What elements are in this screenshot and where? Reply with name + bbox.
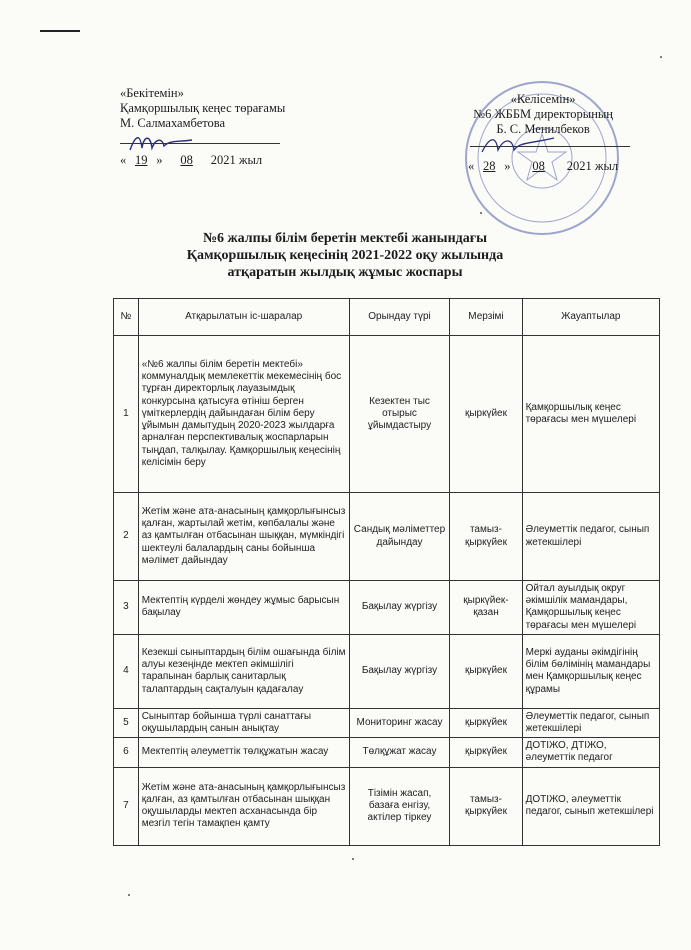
row-responsible: Қамқоршылық кеңес төрағасы мен мүшелері <box>522 336 659 493</box>
row-form: Бақылау жүргізу <box>349 581 450 635</box>
agreement-date: « 28 » 08 2021 жыл <box>468 159 619 173</box>
row-num: 7 <box>114 767 139 845</box>
agreement-month: 08 <box>532 159 545 173</box>
row-term: тамыз-қыркүйек <box>450 767 522 845</box>
row-term: қыркүйек <box>450 708 522 737</box>
approval-name: М. Салмахамбетова <box>120 116 226 130</box>
row-form: Сандық мәліметтер дайындау <box>349 493 450 581</box>
row-num: 3 <box>114 581 139 635</box>
document-title <box>120 230 570 281</box>
row-term: қыркүйек-қазан <box>450 581 522 635</box>
row-num: 1 <box>114 336 139 493</box>
approval-day: 19 <box>135 153 148 167</box>
row-activity: Сыныптар бойынша түрлі санаттағы оқушылардың санын анықтау <box>138 708 349 737</box>
agreement-name: Б. С. Менилбеков <box>496 122 590 136</box>
approval-month: 08 <box>180 153 193 167</box>
row-form: Мониторинг жасау <box>349 708 450 737</box>
row-num: 6 <box>114 738 139 767</box>
agreement-signature <box>478 130 558 158</box>
row-responsible: ДОТІЖО, ДТІЖО, әлеуметтік педагог <box>522 738 659 767</box>
title-line-1: №6 жалпы білім беретін мектебі жанындағы <box>202 231 488 246</box>
row-term: қыркүйек <box>450 336 522 493</box>
approval-title: «Бекітемін» <box>120 86 184 100</box>
scan-speck <box>480 212 482 214</box>
row-activity: «№6 жалпы білім беретін мектебі» коммуналдық мемлекеттік мекемесінің бос тұрған директорлық лауазымдық конкурсына қатысуға өтініш берген үміткерлердің дайындаған білім беру ұйымын дамытудың 2020-2023 жылдарға арналған перспективалық жоспарларын тыңдап, талқылау. Қамқоршылық кеңесінің келісімін беру <box>138 336 349 493</box>
header-term: Мерзімі <box>450 299 522 336</box>
row-form: Тізімін жасап, базаға енгізу, актілер тіркеу <box>349 767 450 845</box>
agreement-position: №6 ЖББМ директорының <box>473 107 613 121</box>
row-responsible: ДОТІЖО, әлеуметтік педагог, сынып жетекшілері <box>522 767 659 845</box>
approval-year: 2021 жыл <box>210 153 263 167</box>
approval-signature <box>126 130 196 156</box>
title-line-3: атқаратын жылдық жұмыс жоспары <box>227 265 463 280</box>
scan-speck <box>352 858 354 860</box>
agreement-title: «Келісемін» <box>510 92 576 106</box>
row-responsible: Әлеуметтік педагог, сынып жетекшілері <box>522 493 659 581</box>
header-num: № <box>114 299 139 336</box>
row-term: қыркүйек <box>450 634 522 708</box>
table-row <box>114 767 660 845</box>
agreement-year: 2021 жыл <box>566 159 619 173</box>
approval-position: Қамқоршылық кеңес төрағамы <box>120 101 286 115</box>
table-row <box>114 493 660 581</box>
row-num: 4 <box>114 634 139 708</box>
row-form: Кезектен тыс отырыс ұйымдастыру <box>349 336 450 493</box>
work-plan-table <box>113 298 660 846</box>
agreement-day: 28 <box>483 159 496 173</box>
row-form: Бақылау жүргізу <box>349 634 450 708</box>
row-responsible: Әлеуметтік педагог, сынып жетекшілері <box>522 708 659 737</box>
row-activity: Мектептің әлеуметтік төлқұжатын жасау <box>138 738 349 767</box>
header-activity: Атқарылатын іс-шаралар <box>138 299 349 336</box>
table-header-row <box>114 299 660 336</box>
title-line-2: Қамқоршылық кеңесінің 2021-2022 оқу жылында <box>186 248 504 263</box>
scan-mark <box>40 30 80 32</box>
row-term: қыркүйек <box>450 738 522 767</box>
row-num: 2 <box>114 493 139 581</box>
row-responsible: Меркі ауданы әкімдігінің білім бөлімінің мамандары мен Қамқоршылық кеңес құрамы <box>522 634 659 708</box>
header-form: Орындау түрі <box>349 299 450 336</box>
row-term: тамыз-қыркүйек <box>450 493 522 581</box>
table-row <box>114 634 660 708</box>
table-row <box>114 581 660 635</box>
scan-speck <box>660 56 662 58</box>
row-activity: Мектептің күрделі жөндеу жұмыс барысын бақылау <box>138 581 349 635</box>
table-row <box>114 738 660 767</box>
row-form: Төлқұжат жасау <box>349 738 450 767</box>
approval-date: « 19 » 08 2021 жыл <box>120 153 263 167</box>
row-responsible: Ойтал ауылдық округ әкімшілік мамандары, Қамқоршылық кеңес төрағасы мен мүшелері <box>522 581 659 635</box>
table-row <box>114 708 660 737</box>
header-responsible: Жауаптылар <box>522 299 659 336</box>
scan-speck <box>128 894 130 896</box>
table-row <box>114 336 660 493</box>
row-num: 5 <box>114 708 139 737</box>
row-activity: Жетім және ата-анасының қамқорлығынсыз қалған, жартылай жетім, көпбалалы және аз қамтылған отбасынан шыққан, мүмкіндігі шектеулі балалардың саны бойынша мәлімет дайындау <box>138 493 349 581</box>
row-activity: Кезекші сыныптардың білім ошағында білім алуы кезеңінде мектеп әкімшілігі тарапынан барлық санитарлық талаптардың сақталуын қадағалау <box>138 634 349 708</box>
row-activity: Жетім және ата-анасының қамқорлығынсыз қалған, аз қамтылған отбасынан шыққан оқушыларды мектеп асханасында бір мезгіл тегін тамақпен қамту <box>138 767 349 845</box>
